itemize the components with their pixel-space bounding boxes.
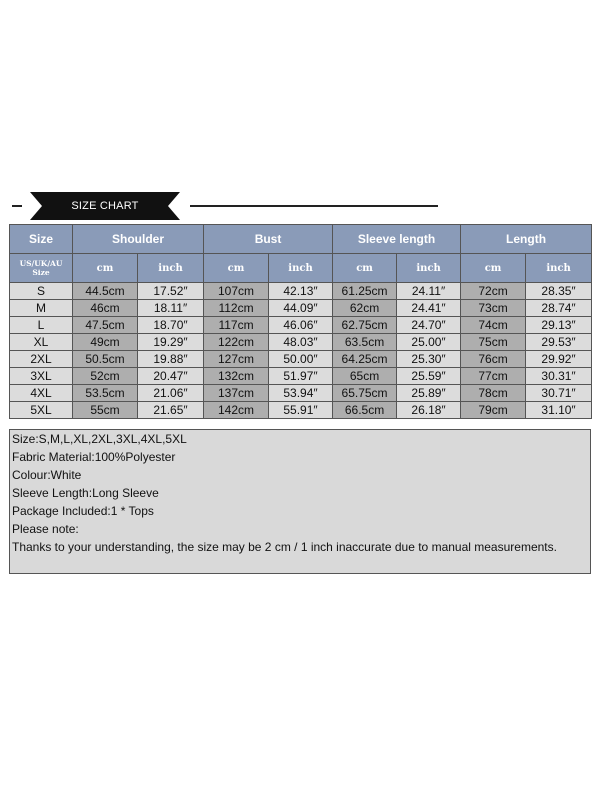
cell-size: M [10,300,73,317]
info-line-note-heading: Please note: [12,522,79,536]
info-line-package: Package Included:1 * Tops [12,504,154,518]
cell-shoulder-cm: 55cm [73,402,138,419]
table-row [10,368,592,385]
table-row [10,402,592,419]
cell-length-inch: 28.35″ [526,283,592,300]
cell-shoulder-cm: 49cm [73,334,138,351]
cell-length-inch: 29.92″ [526,351,592,368]
cell-sleeve-cm: 66.5cm [333,402,397,419]
cell-sleeve-inch: 25.59″ [397,368,461,385]
cell-shoulder-inch: 18.70″ [138,317,204,334]
table-row [10,317,592,334]
cell-bust-inch: 44.09″ [269,300,333,317]
cell-length-cm: 78cm [461,385,526,402]
cell-shoulder-inch: 19.29″ [138,334,204,351]
cell-bust-inch: 48.03″ [269,334,333,351]
subheader-inch: inch [269,254,333,283]
title-line-right [190,205,438,207]
cell-bust-inch: 50.00″ [269,351,333,368]
cell-bust-cm: 122cm [204,334,269,351]
cell-shoulder-inch: 21.06″ [138,385,204,402]
subheader-cm: cm [204,254,269,283]
size-table-body [10,283,592,419]
banner-title: SIZE CHART [71,200,139,212]
cell-sleeve-cm: 61.25cm [333,283,397,300]
cell-bust-cm: 107cm [204,283,269,300]
cell-shoulder-cm: 53.5cm [73,385,138,402]
cell-sleeve-inch: 25.00″ [397,334,461,351]
info-line-note-text: Thanks to your understanding, the size may be 2 cm / 1 inch inaccurate due to manual measurements. [12,540,557,554]
cell-sleeve-inch: 24.41″ [397,300,461,317]
cell-sleeve-cm: 65cm [333,368,397,385]
cell-shoulder-inch: 17.52″ [138,283,204,300]
header-row-units [10,254,592,283]
cell-sleeve-cm: 63.5cm [333,334,397,351]
title-dash-left [12,205,22,207]
table-row [10,300,592,317]
cell-length-cm: 72cm [461,283,526,300]
table-row [10,351,592,368]
cell-sleeve-inch: 24.11″ [397,283,461,300]
cell-length-cm: 77cm [461,368,526,385]
subheader-cm: cm [73,254,138,283]
cell-sleeve-inch: 25.30″ [397,351,461,368]
header-row-groups [10,225,592,254]
cell-length-cm: 76cm [461,351,526,368]
cell-bust-inch: 51.97″ [269,368,333,385]
cell-length-cm: 73cm [461,300,526,317]
cell-bust-cm: 137cm [204,385,269,402]
cell-sleeve-cm: 62.75cm [333,317,397,334]
cell-size: L [10,317,73,334]
size-table [9,224,592,419]
size-table-container [9,224,591,419]
cell-length-inch: 30.31″ [526,368,592,385]
cell-size: 2XL [10,351,73,368]
cell-length-inch: 30.71″ [526,385,592,402]
info-line-colour: Colour:White [12,468,82,482]
subheader-inch: inch [397,254,461,283]
info-line-fabric: Fabric Material:100%Polyester [12,450,176,464]
cell-length-inch: 29.13″ [526,317,592,334]
cell-bust-cm: 132cm [204,368,269,385]
table-row [10,283,592,300]
info-line-sizes: Size:S,M,L,XL,2XL,3XL,4XL,5XL [12,432,187,446]
subheader-size-region: US/UK/AU Size [10,254,73,283]
cell-bust-cm: 127cm [204,351,269,368]
cell-bust-cm: 117cm [204,317,269,334]
cell-length-inch: 28.74″ [526,300,592,317]
cell-bust-inch: 53.94″ [269,385,333,402]
cell-shoulder-cm: 47.5cm [73,317,138,334]
cell-size: 4XL [10,385,73,402]
info-line-sleeve: Sleeve Length:Long Sleeve [12,486,159,500]
cell-length-cm: 79cm [461,402,526,419]
cell-bust-inch: 55.91″ [269,402,333,419]
cell-size: 5XL [10,402,73,419]
cell-length-cm: 74cm [461,317,526,334]
cell-shoulder-cm: 50.5cm [73,351,138,368]
cell-shoulder-inch: 19.88″ [138,351,204,368]
cell-length-inch: 31.10″ [526,402,592,419]
cell-shoulder-inch: 21.65″ [138,402,204,419]
cell-sleeve-inch: 26.18″ [397,402,461,419]
cell-bust-cm: 142cm [204,402,269,419]
table-row [10,385,592,402]
cell-size: S [10,283,73,300]
cell-shoulder-inch: 18.11″ [138,300,204,317]
subheader-cm: cm [461,254,526,283]
table-row [10,334,592,351]
cell-length-inch: 29.53″ [526,334,592,351]
cell-bust-cm: 112cm [204,300,269,317]
subheader-cm: cm [333,254,397,283]
header-shoulder: Shoulder [73,225,204,254]
cell-shoulder-cm: 52cm [73,368,138,385]
cell-bust-inch: 46.06″ [269,317,333,334]
header-length: Length [461,225,592,254]
size-chart-title-row [0,188,600,224]
cell-length-cm: 75cm [461,334,526,351]
header-size: Size [10,225,73,254]
size-chart-banner [30,192,180,220]
cell-shoulder-inch: 20.47″ [138,368,204,385]
product-info-box [9,429,591,574]
cell-sleeve-cm: 64.25cm [333,351,397,368]
header-bust: Bust [204,225,333,254]
cell-sleeve-cm: 62cm [333,300,397,317]
cell-shoulder-cm: 46cm [73,300,138,317]
cell-size: 3XL [10,368,73,385]
cell-sleeve-inch: 24.70″ [397,317,461,334]
cell-sleeve-inch: 25.89″ [397,385,461,402]
cell-bust-inch: 42.13″ [269,283,333,300]
subheader-inch: inch [526,254,592,283]
header-sleeve-length: Sleeve length [333,225,461,254]
cell-sleeve-cm: 65.75cm [333,385,397,402]
cell-shoulder-cm: 44.5cm [73,283,138,300]
cell-size: XL [10,334,73,351]
subheader-inch: inch [138,254,204,283]
